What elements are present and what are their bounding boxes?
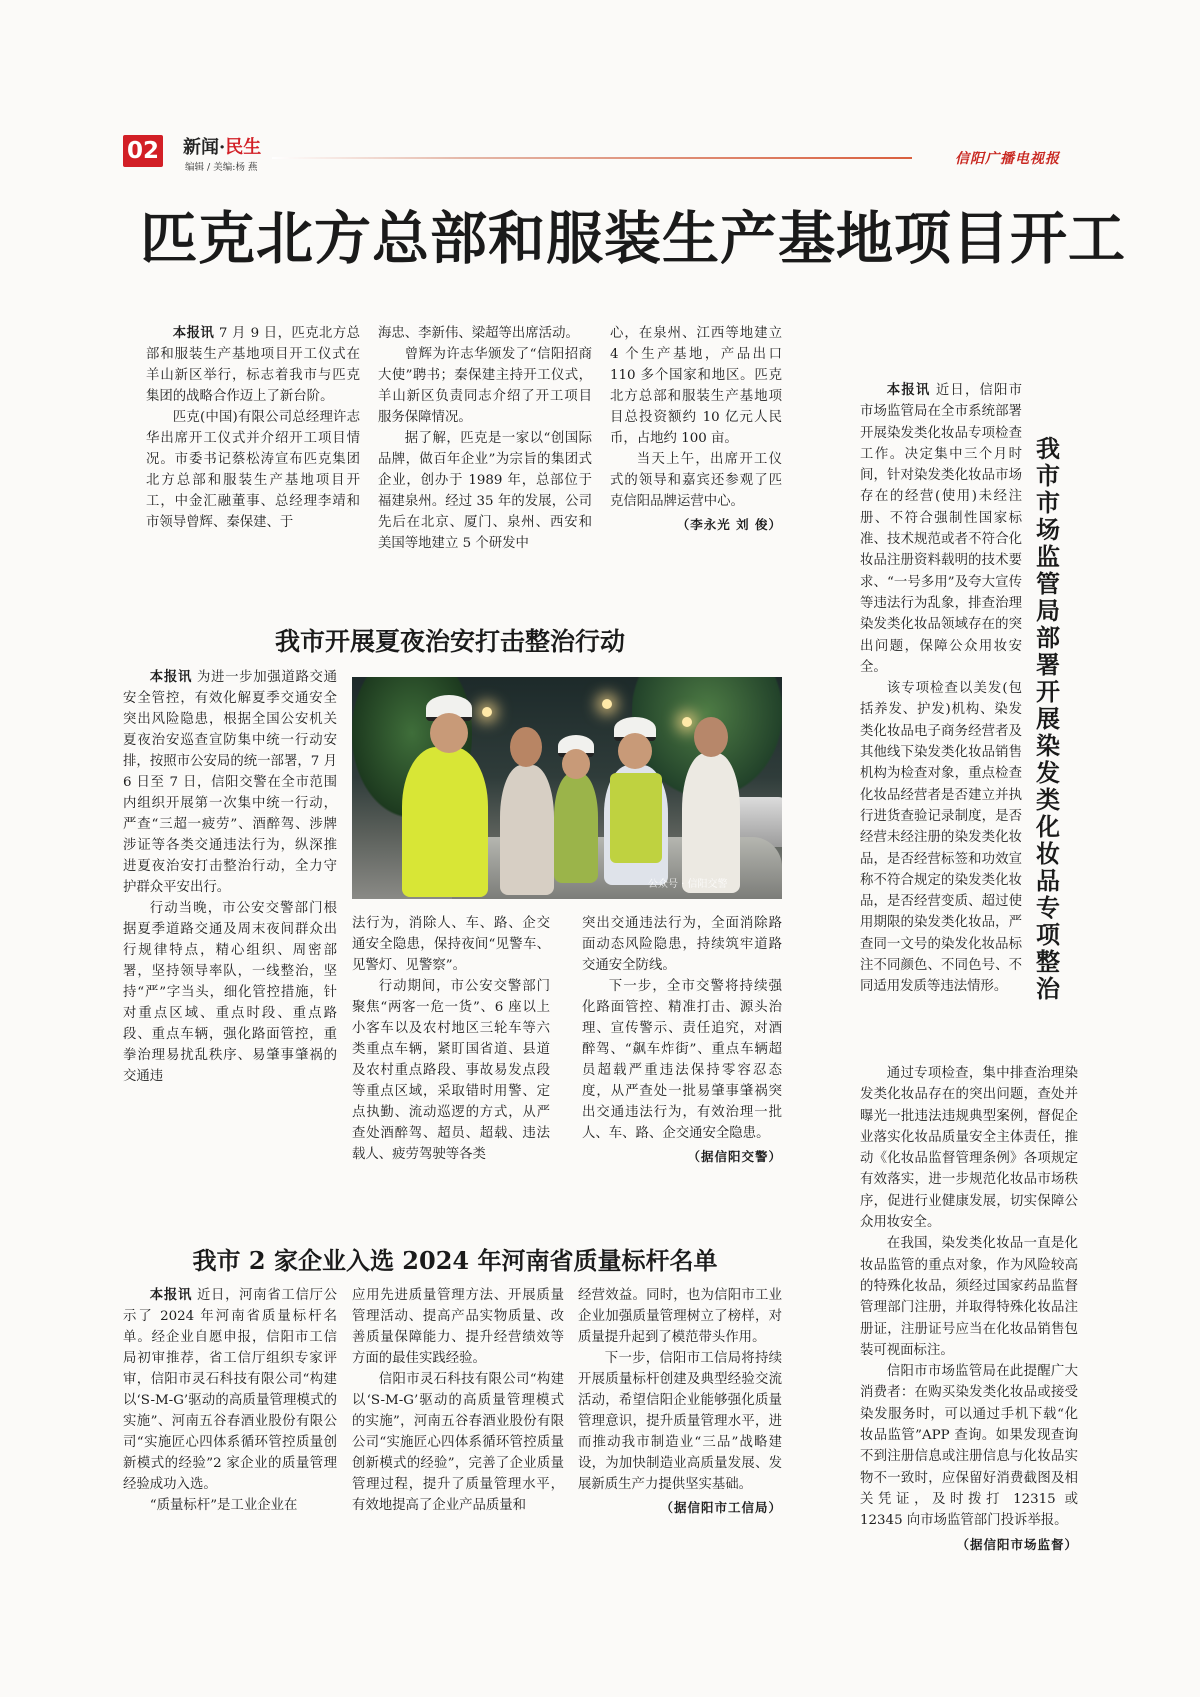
article1-paragraph: 据了解，匹克是一家以“创国际品牌，做百年企业”为宗旨的集团式企业，创办于 1989 年，总部位于福建泉州。经过 35 年的发展，公司先后在北京、厦门、泉州、西安和美国等地建立 5 个研发中 — [378, 431, 592, 551]
article4-column-bottom — [860, 1063, 1078, 1556]
article3-column-3 — [578, 1285, 782, 1519]
article4-column-top — [860, 380, 1022, 998]
article3-headline: 我市 2 家企业入选 2024 年河南省质量标杆名单 — [192, 1246, 718, 1275]
article3-paragraph: “质量标杆”是工业企业在 — [149, 1498, 298, 1513]
article2-paragraph: 行动期间，市公安交警部门聚焦“两客一危一货”、6 座以上小客车以及农村地区三轮车等六类重点车辆，紧盯国省道、县道及农村重点路段、事故易发点段等重点区域，采取错时用警、定点执勤、流动巡逻的方式，从严查处酒醉驾、超员、超载、违法载人、疲劳驾驶等各类 — [352, 979, 550, 1162]
article2-paragraph: 突出交通违法行为，全面消除路面动态风险隐患，持续筑牢道路交通安全防线。 — [582, 916, 782, 973]
article4-source: （据信阳市场监督） — [956, 1536, 1078, 1552]
photo-watermark: 公众号 · 信阳交警 — [648, 879, 728, 890]
article1-paragraph: 心，在泉州、江西等地建立 4 个生产基地，产品出口 110 多个国家和地区。匹克北方总部和服装生产基地项目总投资额约 10 亿元人民币，占地约 100 亩。 — [610, 326, 782, 446]
article2-headline: 我市开展夏夜治安打击整治行动 — [274, 627, 625, 656]
section-main: 新闻 — [183, 137, 219, 158]
section-sub: 民生 — [225, 137, 262, 158]
article1-column-1 — [146, 323, 360, 533]
article1-lead: 本报讯 — [172, 326, 215, 341]
article1-column-3 — [610, 323, 782, 536]
traffic-police-photo — [352, 677, 782, 899]
article1-byline: （李永光 刘 俊） — [676, 517, 782, 532]
article2-paragraph: 行动当晚，市公安交警部门根据夏季道路交通及周末夜间群众出行规律特点，精心组织、周密部署，坚持领导率队，一线整治，坚持“严”字当头，细化管控措施，针对重点区域、重点时段、重点路段、重点车辆，强化路面管控，重拳治理易扰乱秩序、易肇事肇祸的交通违 — [123, 901, 337, 1084]
paper-name: 信阳广播电视报 — [955, 151, 1060, 167]
article4-vertical-headline: 我市市场监管局部署开展染发类化妆品专项整治 — [1036, 435, 1060, 1003]
article2-source: （据信阳交警） — [687, 1149, 782, 1164]
article3-paragraph: 近日，河南省工信厅公示了 2024 年河南省质量标杆名单。经企业自愿申报，信阳市工信局初审推荐，省工信厅组织专家评审，信阳市灵石科技有限公司“构建以‘S-M-G’驱动的高质量管理模式的实施”、河南五谷春酒业股份有限公司“实施匠心四体系循环管控质量创新模式的经验”2 家企业的质量管理经验成功入选。 — [123, 1288, 338, 1492]
article4-paragraph: 近日，信阳市市场监管局在全市系统部署开展染发类化妆品专项检查工作。决定集中三个月时间，针对染发类化妆品市场存在的经营(使用)未经注册、不符合强制性国家标准、技术规范或者不符合化妆品注册资料载明的技术要求、“一号多用”及夸大宣传等违法行为乱象，排查治理染发类化妆品领域存在的突出问题，保障公众用妆安全。 — [860, 383, 1023, 675]
article4-paragraph: 在我国，染发类化妆品一直是化妆品监管的重点对象，作为风险较高的特殊化妆品，须经过国家药品监督管理部门注册，并取得特殊化妆品注册证，注册证号应当在化妆品销售包装可视面标注。 — [860, 1236, 1078, 1358]
article1-paragraph: 海忠、李新伟、梁超等出席活动。 — [378, 326, 579, 341]
editor-credit: 编辑 / 美编:杨 燕 — [185, 162, 258, 173]
article3-paragraph: 应用先进质量管理方法、开展质量管理活动、提高产品实物质量、改善质量保障能力、提升经营绩效等方面的最佳实践经验。 — [352, 1288, 564, 1366]
article2-paragraph: 为进一步加强道路交通安全管控，有效化解夏季交通安全突出风险隐患，根据全国公安机关夏夜治安巡查宣防集中统一行动安排，按照市公安局的统一部署，7 月 6 日至 7 日，信阳交警在全市范围内组织开展第一次集中统一行动，严查“三超一疲劳”、酒醉驾、涉牌涉证等各类交通违法行为，纵深推进夏夜治安打击整治行动，全力守护群众平安出行。 — [123, 670, 338, 895]
article4-paragraph: 通过专项检查，集中排查治理染发类化妆品存在的突出问题，查处并曝光一批违法违规典型案例，督促企业落实化妆品质量安全主体责任，推动《化妆品监督管理条例》各项规定有效落实，进一步规范化妆品市场秩序，促进行业健康发展，切实保障公众用妆安全。 — [860, 1066, 1078, 1231]
article3-column-1 — [123, 1285, 337, 1516]
article3-paragraph: 经营效益。同时，也为信阳市工业企业加强质量管理树立了榜样，对质量提升起到了模范带头作用。 — [578, 1288, 782, 1345]
masthead-rule — [272, 157, 912, 159]
article3-paragraph: 信阳市灵石科技有限公司“构建以‘S-M-G’驱动的高质量管理模式的实施”，河南五谷春酒业股份有限公司“实施匠心四体系循环管控质量创新模式的经验”，完善了企业质量管理过程，提升了质量管理水平，有效地提高了企业产品质量和 — [352, 1372, 564, 1513]
article1-paragraph: 当天上午，出席开工仪式的领导和嘉宾还参观了匹克信阳品牌运营中心。 — [610, 452, 782, 509]
article2-column-2 — [352, 913, 550, 1165]
section-title — [183, 133, 261, 159]
article1-paragraph: 曾辉为许志华颁发了“信阳招商大使”聘书；秦保建主持开工仪式，羊山新区负责同志介绍了开工项目服务保障情况。 — [378, 347, 592, 425]
section-dot: · — [219, 137, 226, 158]
article3-source: （据信阳市工信局） — [660, 1500, 782, 1515]
article2-column-1 — [123, 667, 337, 1087]
article3-lead: 本报讯 — [149, 1288, 193, 1303]
article1-column-2 — [378, 323, 592, 554]
article3-column-2 — [352, 1285, 564, 1516]
article1-paragraph: 7 月 9 日，匹克北方总部和服装生产基地项目开工仪式在羊山新区举行，标志着我市与匹克集团的战略合作迈上了新台阶。 — [146, 326, 361, 404]
article4-lead: 本报讯 — [886, 383, 931, 398]
article3-paragraph: 下一步，信阳市工信局将持续开展质量标杆创建及典型经验交流活动，希望信阳企业能够强化质量管理意识，提升质量管理水平，进而推动我市制造业“三品”战略建设，为加快制造业高质量发展、发展新质生产力提供坚实基础。 — [578, 1351, 782, 1492]
article2-paragraph: 法行为，消除人、车、路、企交通安全隐患，保持夜间“见警车、见警灯、见警察”。 — [352, 916, 550, 973]
article2-lead: 本报讯 — [149, 670, 193, 685]
article1-paragraph: 匹克(中国)有限公司总经理许志华出席开工仪式并介绍开工项目情况。市委书记蔡松涛宣布匹克集团北方总部和服装生产基地项目开工，中金汇融董事、总经理李靖和市领导曾辉、秦保建、于 — [146, 410, 360, 530]
page-number: 02 — [123, 135, 163, 167]
article4-paragraph: 信阳市市场监管局在此提醒广大消费者：在购买染发类化妆品或接受染发服务时，可以通过手机下载“化妆品监管”APP 查询。如果发现查询不到注册信息或注册信息与化妆品实物不一致时，应保留好消费截图及相关凭证，及时拨打 12315 或 12345 向市场监管部门投诉举报。 — [860, 1364, 1078, 1529]
article2-column-3 — [582, 913, 782, 1168]
article2-paragraph: 下一步，全市交警将持续强化路面管控、精准打击、源头治理、宣传警示、责任追究，对酒醉驾、“飙车炸街”、重点车辆超员超载严重违法保持零容忍态度，从严查处一批易肇事肇祸突出交通违法行为，有效治理一批人、车、路、企交通安全隐患。 — [582, 979, 782, 1141]
main-headline: 匹克北方总部和服装生产基地项目开工 — [140, 206, 1126, 272]
article4-paragraph: 该专项检查以美发(包括养发、护发)机构、染发类化妆品电子商务经营者及其他线下染发类化妆品销售机构为检查对象，重点检查化妆品经营者是否建立并执行进货查验记录制度，是否经营未经注册的染发类化妆品，是否经营标签和功效宣称不符合规定的染发类化妆品，是否经营变质、超过使用期限的染发类化妆品，严查同一文号的染发化妆品标注不同颜色、不同色号、不同适用发质等违法情形。 — [860, 681, 1022, 995]
